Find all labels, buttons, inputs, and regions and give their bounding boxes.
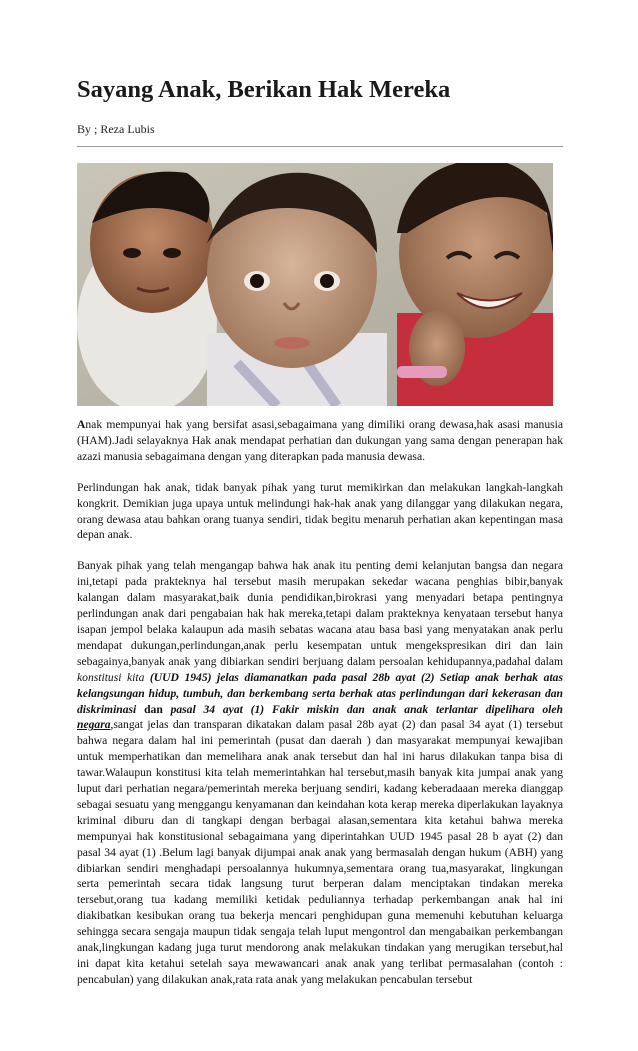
title-divider <box>77 146 563 147</box>
paragraph-3-text-part1: Banyak pihak yang telah mengangap bahwa hak anak itu penting demi kelanjutan bangsa dan negara ini,tetapi pada prakteknya hal tersebut masih merupakan sekedar wacana penghias bibir,banyak kalangan dalam masyarakat,baik dunia pendidikan,birokrasi yang menyadari betapa pentingnya perlindungan anak dari pengabaian hak hak mereka,tetapi dalam prakteknya kenyataan tersebut hanya isapan jempol belaka kalaupun ada masih sebatas wacana atau basa basi yang menyatakan anak perlu mendapat dukungan,perlindungan,anak perlu kesempatan untuk mengekspresikan diri dan lain sebagainya,banyak anak yang dibiarkan sendiri berjuang dalam persoalan kehidupannya,padahal dalam <box>77 559 563 668</box>
paragraph-1-dropcap: A <box>77 418 86 431</box>
paragraph-3 <box>77 558 563 987</box>
children-photo <box>77 163 553 406</box>
paragraph-2 <box>77 480 563 544</box>
article-title: Sayang Anak, Berikan Hak Mereka <box>77 76 451 103</box>
paragraph-1-text: nak mempunyai hak yang bersifat asasi,sebagaimana yang dimiliki orang dewasa,hak asasi manusia (HAM).Jadi selayaknya Hak anak mendapat perhatian dan dukungan yang sama dengan penerapan hak azazi manusia sebagaimana dengan yang diterapkan pada manusia dewasa. <box>77 418 563 463</box>
paragraph-3-bold-dan: dan <box>136 702 171 716</box>
article-body <box>77 417 563 1003</box>
paragraph-3-bold-italic-pasal-28b: (UUD 1945) jelas diamanatkan pada pasal 28b ayat (2) Setiap anak berhak atas kelangsungan hidup, tumbuh, dan berkembang serta berhak atas perlindungan dari kekerasan dan diskriminasi <box>77 670 563 716</box>
paragraph-3-bold-italic-pasal-34: pasal 34 ayat (1) Fakir miskin dan anak anak terlantar dipelihara oleh <box>170 702 563 716</box>
paragraph-3-underlined-negara: negara <box>77 718 111 732</box>
paragraph-3-italic-konstitusi: konstitusi kita <box>77 670 150 684</box>
paragraph-2-text: Perlindungan hak anak, tidak banyak pihak yang turut memikirkan dan melakukan langkah-langkah kongkrit. Demikian juga upaya untuk melindungi hak-hak anak yang dilanggar yang dilakukan negara, orang dewasa atau bahkan orang tuanya sendiri, tidak begitu menaruh perhatian akan kepentingan masa depan anak. <box>77 480 563 542</box>
paragraph-3-text-part2: ,sangat jelas dan transparan dikatakan dalam pasal 28b ayat (2) dan pasal 34 ayat (1) tersebut bahwa negara dalam hal ini pemerintah (pusat dan daerah ) dan masyarakat mempunyai kewajiban untuk memperhatikan dan memelihara anak anak tersebut dan hal ini harus dilakukan tanpa bisa di tawar.Walaupun konstitusi kita telah memerintahkan hal tersebut,masih banyak kita jumpai anak yang luput dari perhatian negara/pemerintah mereka berjuang sendiri, kadang keberadaaan mereka dianggap sebagai sesuatu yang menggangu kenyamanan dan keindahan kota kerap mereka diperlakukan layaknya kriminal diburu dan di tangkapi dengan berbagai alasan,sementara kita ketahui bahwa mereka mempunyai hak konstitusional sebagaimana yang diperintahkan UUD 1945 pasal 28 b ayat (2) dan pasal 34 ayat (1) .Belum lagi banyak dijumpai anak anak yang bermasalah dengan hukum (ABH) yang dibiarkan sendiri menghadapi persoalannya hukumnya,sementara orang tua,masyarakat, lingkungan serta pemerintah secara tidak langsung turut berperan dalam menciptakan tindakan mereka tersebut,orang tua kadang memiliki ketidak peduliannya terhadap perkembangan anak hal ini diakibatkan kesibukan orang tua bekerja mencari penghidupan guna memenuhi kebutuhan keluarga sehingga secara sengaja maupun tidak sengaja telah luput mengontrol dan mengabaikan perkembangan anak,lingkungan kadang juga turut mendorong anak melakukan tindakan yang merugikan tersebut,hal ini dapat kita ketahui setelah saya mewawancari anak anak yang terlibat permasalahan (contoh : pencabulan) yang dilakukan anak,rata rata anak yang melakukan pencabulan tersebut <box>77 718 563 986</box>
paragraph-1 <box>77 417 563 465</box>
article-byline: By ; Reza Lubis <box>77 122 155 136</box>
